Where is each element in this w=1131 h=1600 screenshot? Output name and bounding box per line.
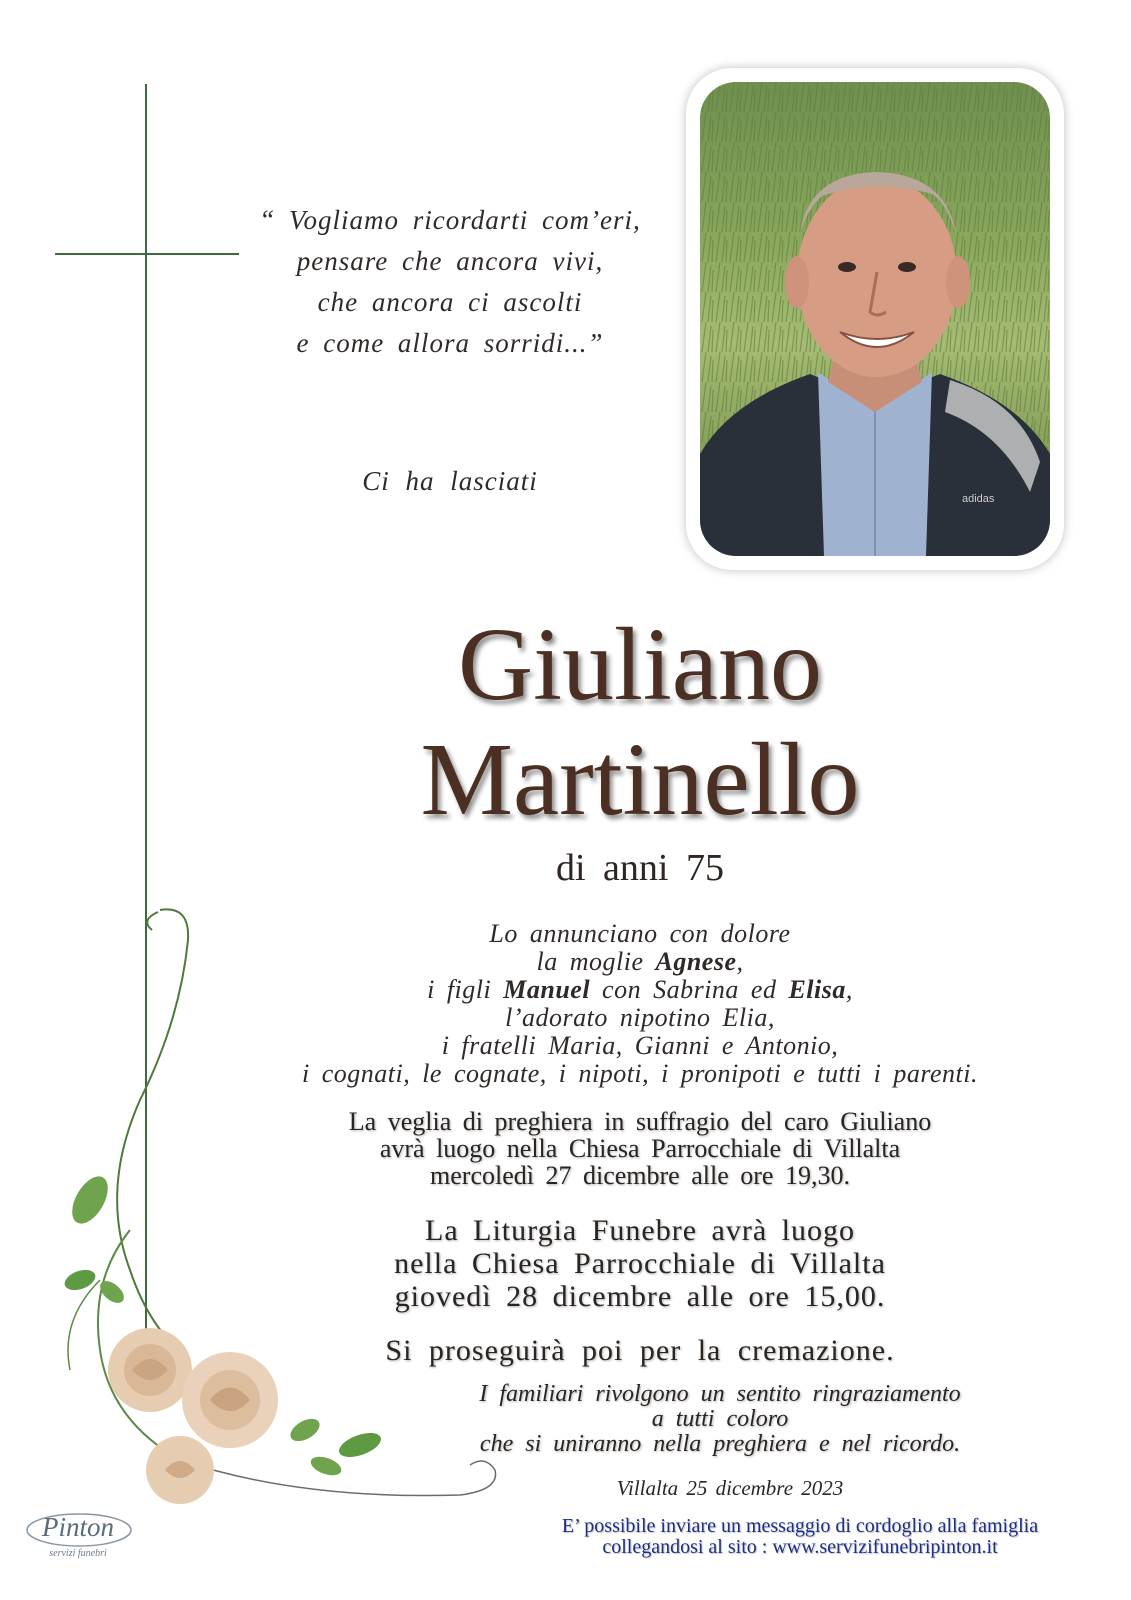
funeral-line: giovedì 28 dicembre alle ore 15,00. [394,1280,886,1313]
announce-line: l’adorato nipotino Elia, [505,1003,775,1032]
son-name: Manuel [503,975,591,1004]
announce-line: la moglie Agnese, [536,947,744,976]
cross-horizontal [55,253,239,255]
thanks-line: a tutti coloro [651,1406,789,1432]
announce-line: Lo annunciano con dolore [489,919,791,948]
quote-line: “ Vogliamo ricordarti com’eri, [259,205,641,235]
thanks-line: che si uniranno nella preghiera e nel ricordo. [479,1431,961,1457]
announce-line: i figli Manuel con Sabrina ed Elisa, [427,975,853,1004]
portrait-photo [700,82,1050,556]
memorial-quote [220,200,680,364]
logo-subtitle: servizi funebri [49,1548,107,1559]
vigil-line: La veglia di preghiera in suffragio del caro Giuliano [348,1107,932,1136]
deceased-age: di anni 75 [556,847,724,889]
portrait-illustration [700,82,1050,556]
vigil-line: mercoledì 27 dicembre alle ore 19,30. [430,1161,850,1190]
cremation-note: Si proseguirà poi per la cremazione. [385,1334,895,1367]
place-date: Villalta 25 dicembre 2023 [616,1476,844,1500]
condolence-message [500,1516,1100,1558]
deceased-first-name: Giuliano [458,607,822,722]
vigil-line: avrà luogo nella Chiesa Parrocchiale di Villalta [379,1134,901,1163]
funeral-line: La Liturgia Funebre avrà luogo [425,1214,855,1247]
thanks-line: I familiari rivolgono un sentito ringraziamento [479,1381,961,1407]
condolence-link[interactable]: collegandosi al sito : www.servizifunebripinton.it [602,1536,998,1558]
quote-line: e come allora sorridi...” [296,328,604,358]
funeral-line: nella Chiesa Parrocchiale di Villalta [394,1247,886,1280]
wife-name: Agnese [655,947,737,976]
condolence-line: E’ possibile inviare un messaggio di cordoglio alla famiglia [561,1515,1039,1537]
floral-decoration-icon [40,900,510,1560]
logo-name: Pinton [42,1512,114,1542]
announce-line: i fratelli Maria, Gianni e Antonio, [441,1031,839,1060]
daughter-name: Elisa [788,975,846,1004]
quote-line: che ancora ci ascolti [317,287,583,317]
intro-text: Ci ha lasciati [362,466,538,496]
deceased-last-name: Martinello [420,722,860,837]
quote-line: pensare che ancora vivi, [296,246,604,276]
announce-line: i cognati, le cognate, i nipoti, i pronipoti e tutti i parenti. [301,1059,979,1088]
svg-text:adidas: adidas [962,493,995,505]
